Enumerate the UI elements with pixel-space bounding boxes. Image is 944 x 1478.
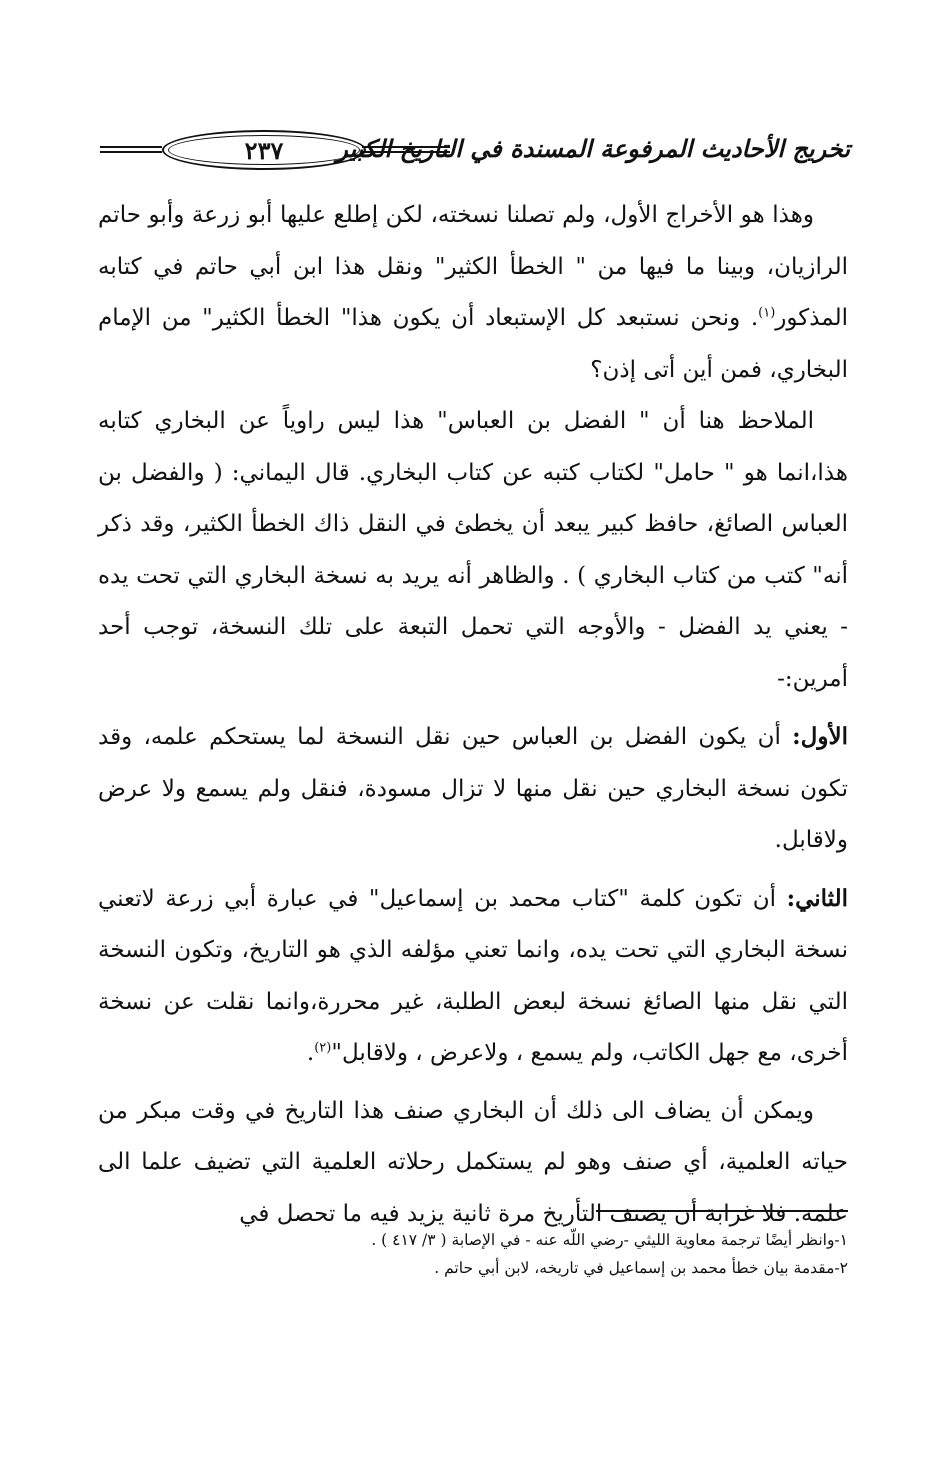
paragraph-1-tail: . ونحن نستبعد كل الإستبعاد أن يكون هذا" الخطأ الكثير" من الإمام البخاري، فمن أين أتى إذن؟ (98, 305, 848, 383)
page-number: ٢٣٧ (244, 135, 284, 165)
paragraph-second-option (98, 873, 848, 1080)
footnote-ref-2: (٢) (314, 1040, 332, 1056)
first-option-label: الأول: (792, 723, 848, 750)
paragraph-2-text: الملاحظ هنا أن " الفضل بن العباس" هذا ليس راوياً عن البخاري كتابه هذا،انما هو " حامل" لكتاب كتبه عن كتاب البخاري. قال اليماني: ( والفضل بن العباس الصائغ، حافظ كبير يبعد أن يخطئ في النقل ذاك الخطأ الكثير، وقد ذكر أنه" كتب من كتاب البخاري ) . والظاهر أنه يريد به نسخة البخاري التي تحت يده - يعني يد الفضل - والأوجه التي تحمل التبعة على تلك النسخة، توجب أحد أمرين:- (98, 408, 848, 692)
paragraph-5-text: ويمكن أن يضاف الى ذلك أن البخاري صنف هذا التاريخ في وقت مبكر من حياته العلمية، أي صنف وهو لم يستكمل رحلاته العلمية التي تضيف علما الى علمه. فلا غرابة أن يصنف التأريخ مرة ثانية يزيد فيه ما تحصل في (98, 1097, 848, 1227)
header-rule-left (100, 146, 162, 153)
paragraph-5 (98, 1086, 848, 1241)
paragraph-2 (98, 396, 848, 705)
second-option-text: أن تكون كلمة "كتاب محمد بن إسماعيل" في عبارة أبي زرعة لاتعني نسخة البخاري التي تحت يده، وانما تعني مؤلفه الذي هو التاريخ، وتكون النسخة التي نقل منها الصائغ نسخة لبعض الطلبة، غير محررة،وانما نقلت عن نسخة أخرى، مع جهل الكاتب، ولم يسمع ، ولاعرض ، ولاقابل" (98, 885, 848, 1066)
footnote-2: ٢-مقدمة بيان خطأ محمد بن إسماعيل في تاريخه، لابن أبي حاتم . (434, 1259, 848, 1277)
paragraph-1-text: وهذا هو الأخراج الأول، ولم تصلنا نسخته، لكن إطلع عليها أبو زرعة وأبو حاتم الرازيان، وبينا ما فيها من " الخطأ الكثير" ونقل هذا ابن أبي حاتم في كتابه المذكور (98, 202, 848, 331)
footnote-separator (596, 1210, 848, 1212)
footnote-ref-1: (١) (758, 305, 776, 321)
first-option-text: أن يكون الفضل بن العباس حين نقل النسخة لما يستحكم علمه، وقد تكون نسخة البخاري حين نقل منها لا تزال مسودة، فنقل ولم يسمع ولا عرض ولاقابل. (98, 724, 848, 853)
footnotes (98, 1226, 848, 1282)
footnote-1: ١-وانظر أيضًا ترجمة معاوية الليثي -رضي اللّه عنه - في الإصابة ( ٣/ ٤١٧ ) . (371, 1231, 848, 1249)
running-header (100, 128, 850, 176)
main-text (98, 190, 848, 1240)
paragraph-1 (98, 190, 848, 396)
paragraph-first-option (98, 711, 848, 867)
second-option-tail: . (306, 1040, 315, 1066)
running-title: تخريج الأحاديث المرفوعة المسندة في التاريخ الكبير (336, 134, 850, 163)
second-option-label: الثاني: (786, 884, 848, 912)
